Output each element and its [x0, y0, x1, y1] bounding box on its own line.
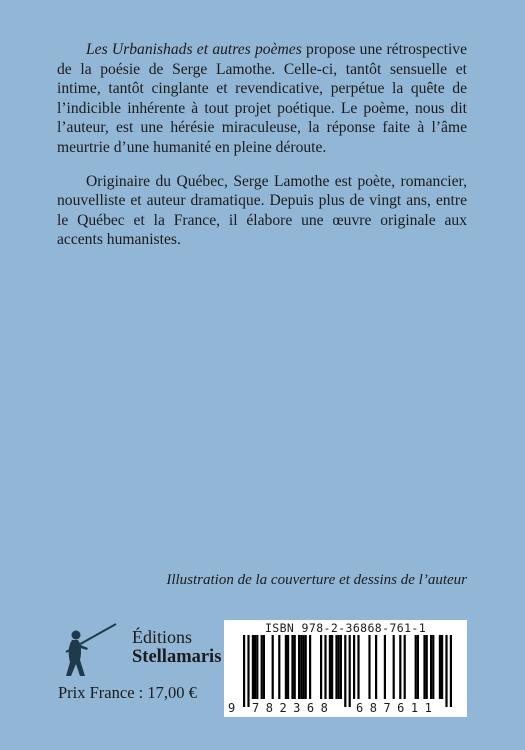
barcode-bar	[426, 635, 428, 699]
barcode-digits	[224, 701, 467, 715]
barcode-bar	[331, 635, 333, 699]
barcode-bar	[287, 635, 289, 699]
illustration-credit: Illustration de la couverture et dessins de l’auteur	[166, 572, 467, 588]
barcode-bar	[329, 635, 331, 699]
blurb-paragraph-1	[57, 40, 467, 158]
barcode-bar	[399, 635, 401, 699]
barcode-bar	[384, 635, 386, 699]
barcode-digit-lead: 9	[228, 701, 236, 715]
barcode-bar	[278, 635, 280, 699]
barcode-bar	[263, 635, 265, 699]
barcode-bar	[256, 635, 258, 699]
barcode-bar	[375, 635, 377, 699]
barcode-bar	[430, 635, 432, 699]
barcode-bar	[393, 635, 395, 699]
barcode-bar	[441, 635, 443, 699]
publisher-line-1: Éditions	[132, 627, 193, 647]
barcode-bar	[247, 635, 249, 707]
barcode-bar	[357, 635, 359, 699]
barcode-bar	[335, 635, 337, 699]
figure-with-staff-icon	[58, 622, 124, 678]
barcode-bar	[294, 635, 296, 699]
barcode-bar	[298, 635, 300, 699]
barcode-bar	[261, 635, 263, 699]
back-cover-blurb	[57, 40, 467, 264]
barcode-bar	[432, 635, 434, 699]
isbn-label: ISBN 978-2-36868-761-1	[264, 621, 427, 635]
barcode-digits-right: 687611	[356, 701, 439, 715]
barcode-bar	[300, 635, 302, 699]
barcode-bar	[243, 635, 245, 707]
blurb-paragraph-2: Originaire du Québec, Serge Lamothe est poète, romancier, nouvelliste et auteur dramatique. Depuis plus de vingt ans, entre le Québec et la France, il élabore une œuvre originale aux accents humanistes.	[57, 172, 467, 249]
barcode-bar	[324, 635, 326, 699]
barcode-bar	[450, 635, 452, 707]
barcode-bar	[417, 635, 419, 699]
barcode-bar	[353, 635, 355, 699]
barcode-bar	[344, 635, 346, 707]
price-label: Prix France : 17,00 €	[58, 683, 197, 702]
barcode-bar	[291, 635, 293, 699]
barcode-bar	[349, 635, 351, 707]
publisher-name	[132, 627, 221, 667]
barcode-bar	[404, 635, 406, 699]
book-title: Les Urbanishads et autres poèmes	[86, 41, 302, 58]
barcode-bar	[368, 635, 370, 699]
barcode-bar	[423, 635, 425, 699]
publisher-line-2: Stellamaris	[132, 647, 222, 667]
barcode-bar	[272, 635, 274, 699]
barcode-bar	[445, 635, 447, 707]
blurb-text-1: propose une rétrospective de la poésie de Serge Lamothe. Celle-ci, tantôt sensuelle et intime, tantôt cinglante et revendicative, perpétue la quête de l’indicible inhérente à tout projet poétique. Le poème, nous dit l’auteur, est une hérésie miraculeuse, la réponse faite à l’âme meurtrie d’une humanité en pleine déroute.	[57, 41, 467, 156]
barcode-bar	[320, 635, 322, 699]
barcode-bar	[285, 635, 287, 699]
barcode-bar	[338, 635, 340, 699]
barcode-bar	[252, 635, 254, 699]
barcode-bar	[340, 635, 342, 699]
barcode-bar	[439, 635, 441, 699]
barcode-digits-left: 782368	[252, 701, 335, 715]
barcode-bar	[309, 635, 311, 699]
barcode-bar	[415, 635, 417, 699]
barcode-bar	[305, 635, 307, 699]
barcode-bar	[254, 635, 256, 699]
barcode-bar	[302, 635, 304, 699]
isbn-barcode	[224, 620, 467, 717]
